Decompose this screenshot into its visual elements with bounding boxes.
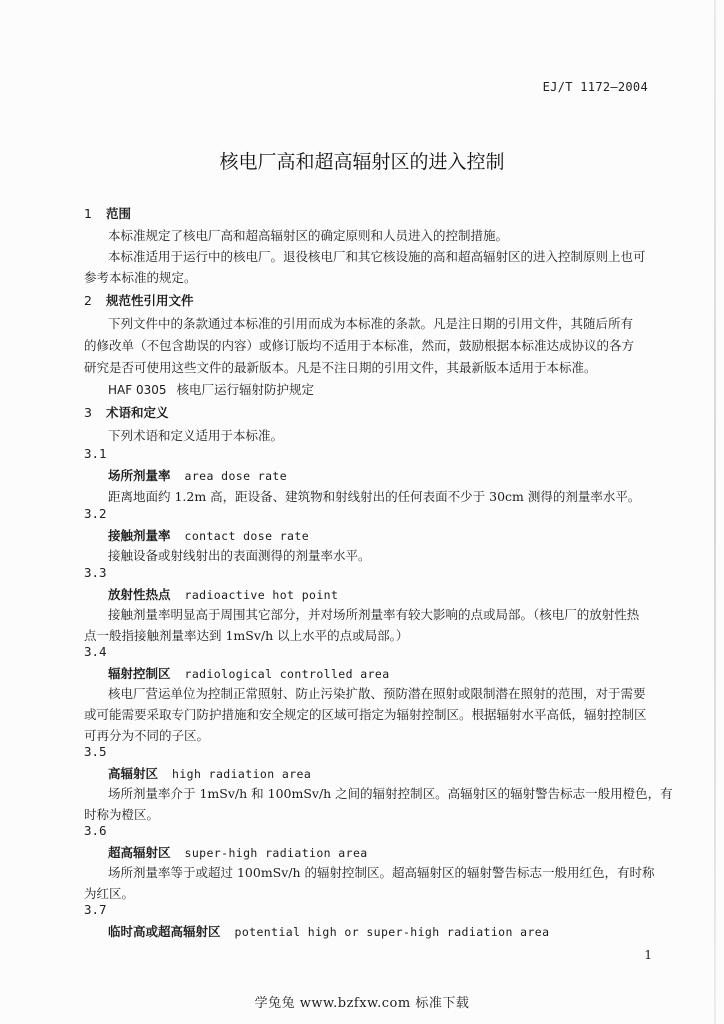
paragraph-line: 的修改单（不包含勘误的内容）或修订版均不适用于本标准，然而，鼓励根据本标准达成协议的各方 [84, 338, 635, 353]
standard-code: EJ/T 1172—2004 [542, 80, 648, 94]
term-zh: 接触剂量率 [108, 528, 171, 543]
page-number: 1 [644, 948, 652, 962]
clause-number: 3.3 [84, 565, 107, 580]
definition-line: 时称为橙区。 [84, 807, 160, 822]
section-number: 1 [84, 206, 92, 221]
definition-line: 距离地面约 1.2m 高，距设备、建筑物和射线射出的任何表面不少于 30cm 测得的剂量率水平。 [108, 489, 641, 504]
definition-line: 点一般指接触剂量率达到 1mSv/h 以上水平的点或局部。） [84, 628, 409, 643]
definition-line: 为红区。 [84, 886, 135, 901]
download-footer: 学兔兔 www.bzfxw.com 标准下载 [254, 996, 470, 1011]
normative-reference [108, 380, 314, 398]
clause-number: 3.4 [84, 644, 107, 659]
definition-line: 核电厂营运单位为控制正常照射、防止污染扩散、预防潜在照射或限制潜在照射的范围，对于需要 [108, 686, 646, 701]
paragraph-line: 本标准规定了核电厂高和超高辐射区的确定原则和人员进入的控制措施。 [108, 228, 509, 243]
term-heading [108, 843, 368, 861]
term-heading [108, 922, 549, 940]
term-en: radiological controlled area [184, 667, 390, 681]
section-title: 规范性引用文件 [106, 293, 194, 308]
definition-line: 或可能需要采取专门防护措施和安全规定的区域可指定为辐射控制区。根据辐射水平高低，辐射控制区 [84, 707, 647, 722]
term-heading [108, 466, 287, 484]
reference-title: 核电厂运行辐射防护规定 [176, 382, 315, 397]
section-number: 2 [84, 293, 92, 308]
definition-line: 接触设备或射线射出的表面测得的剂量率水平。 [108, 548, 371, 563]
term-zh: 超高辐射区 [108, 845, 171, 860]
paragraph-line: 下列文件中的条款通过本标准的引用而成为本标准的条款。凡是注日期的引用文件，其随后所有 [108, 316, 634, 331]
term-zh: 临时高或超高辐射区 [108, 924, 221, 939]
paragraph-line: 本标准适用于运行中的核电厂。退役核电厂和其它核设施的高和超高辐射区的进入控制原则上也可 [108, 249, 646, 264]
section-heading-terms [84, 403, 169, 421]
clause-number: 3.5 [84, 744, 107, 759]
paragraph-line: 研究是否可使用这些文件的最新版本。凡是不注日期的引用文件，其最新版本适用于本标准。 [84, 360, 597, 375]
paragraph-line: 下列术语和定义适用于本标准。 [108, 428, 284, 443]
term-heading [108, 664, 390, 682]
clause-number: 3.1 [84, 446, 107, 461]
term-en: potential high or super-high radiation area [234, 925, 550, 939]
term-heading [108, 764, 311, 782]
definition-line: 可再分为不同的子区。 [84, 728, 210, 743]
definition-line: 接触剂量率明显高于周围其它部分，并对场所剂量率有较大影响的点或局部。（核电厂的放射性热 [108, 607, 640, 622]
term-zh: 场所剂量率 [108, 468, 171, 483]
definition-line: 场所剂量率介于 1mSv/h 和 100mSv/h 之间的辐射控制区。高辐射区的辐射警告标志一般用橙色，有 [108, 786, 673, 801]
document-title: 核电厂高和超高辐射区的进入控制 [219, 151, 505, 173]
term-zh: 辐射控制区 [108, 666, 171, 681]
section-heading-refs [84, 291, 194, 309]
term-en: contact dose rate [184, 529, 310, 543]
clause-number: 3.6 [84, 823, 107, 838]
section-number: 3 [84, 405, 92, 420]
term-en: radioactive hot point [184, 588, 339, 602]
clause-number: 3.2 [84, 506, 107, 521]
term-heading [108, 585, 338, 603]
term-zh: 高辐射区 [108, 766, 159, 781]
term-en: super-high radiation area [184, 846, 368, 860]
section-title: 范围 [106, 206, 132, 221]
term-heading [108, 526, 309, 544]
section-heading-scope [84, 204, 131, 222]
paragraph-line: 参考本标准的规定。 [84, 270, 197, 285]
term-en: high radiation area [172, 767, 312, 781]
reference-code: HAF 0305 [108, 383, 167, 397]
section-title: 术语和定义 [106, 405, 169, 420]
definition-line: 场所剂量率等于或超过 100mSv/h 的辐射控制区。超高辐射区的辐射警告标志一般用红色，有时称 [108, 865, 655, 880]
term-zh: 放射性热点 [108, 587, 171, 602]
clause-number: 3.7 [84, 902, 107, 917]
term-en: area dose rate [184, 469, 288, 483]
